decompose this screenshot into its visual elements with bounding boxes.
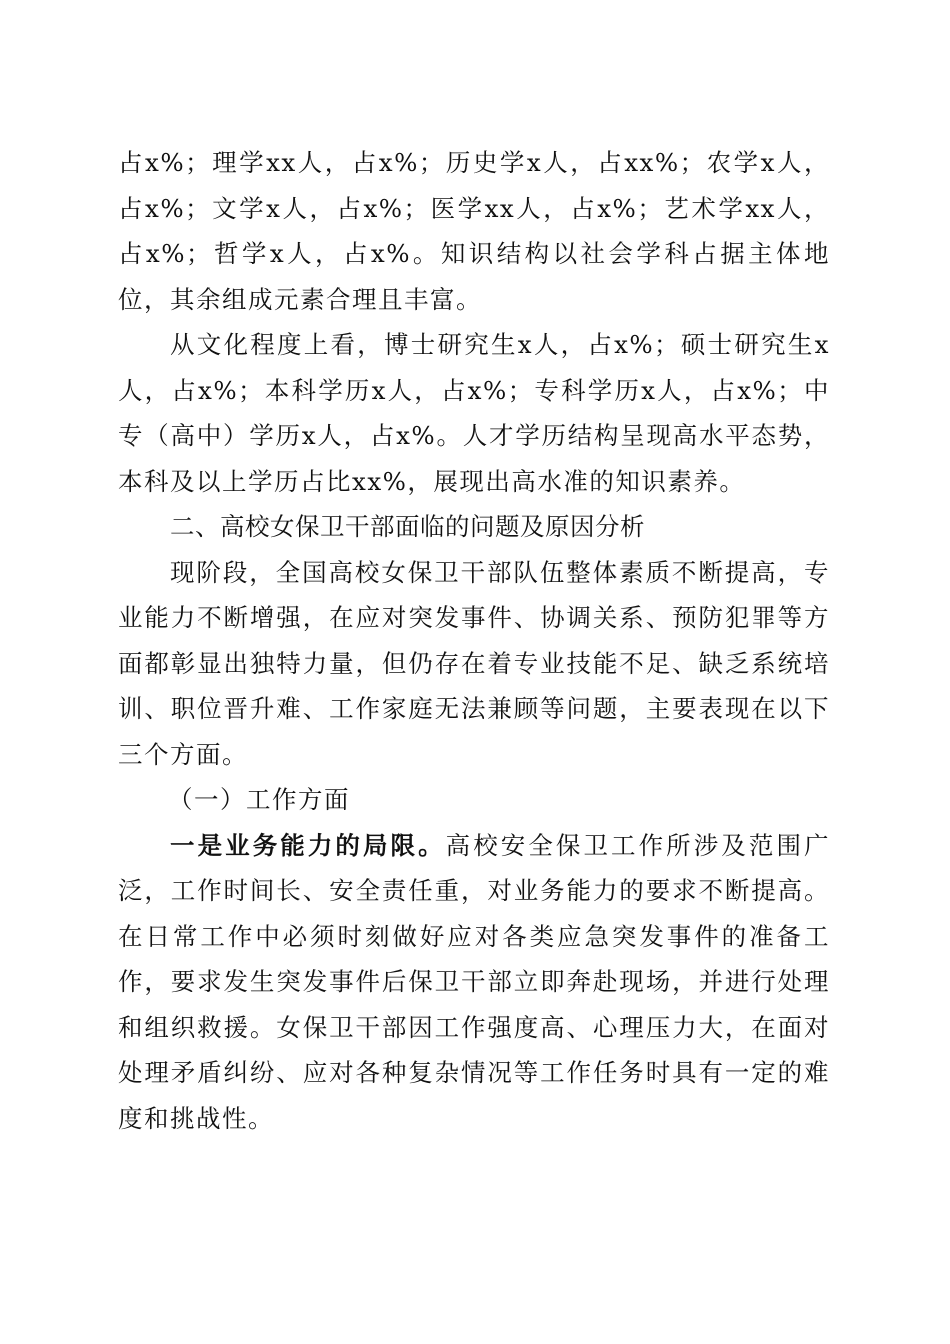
document-page — [118, 140, 830, 1141]
paragraph-education-level: 从文化程度上看，博士研究生x人，占x%；硕士研究生x人，占x%；本科学历x人，占x%；专科学历x人，占x%；中专（高中）学历x人，占x%。人才学历结构呈现高水平态势，本科及以上学历占比xx%，展现出高水准的知识素养。 — [118, 330, 830, 496]
paragraph-lead-phrase: 一是业务能力的局限。 — [170, 830, 446, 860]
paragraph-work-ability — [118, 823, 830, 1142]
section-heading: 二、高校女保卫干部面临的问题及原因分析 — [170, 512, 645, 541]
paragraph-body-text: 高校安全保卫工作所涉及范围广泛，工作时间长、安全责任重，对业务能力的要求不断提高。在日常工作中必须时刻做好应对各类应急突发事件的准备工作，要求发生突发事件后保卫干部立即奔赴现场，并进行处理和组织救援。女保卫干部因工作强度高、心理压力大，在面对处理矛盾纠纷、应对各种复杂情况等工作任务时具有一定的难度和挑战性。 — [118, 830, 831, 1133]
subsection-heading: （一）工作方面 — [168, 785, 350, 814]
paragraph-current-status: 现阶段，全国高校女保卫干部队伍整体素质不断提高，专业能力不断增强，在应对突发事件、协调关系、预防犯罪等方面都彰显出独特力量，但仍存在着专业技能不足、缺乏系统培训、职位晋升难、工作家庭无法兼顾等问题，主要表现在以下三个方面。 — [118, 557, 830, 769]
paragraph-discipline-structure: 占x%；理学xx人，占x%；历史学x人，占xx%；农学x人，占x%；文学x人，占x%；医学xx人，占x%；艺术学xx人，占x%；哲学x人，占x%。知识结构以社会学科占据主体地位，其余组成元素合理且丰富。 — [118, 148, 830, 314]
